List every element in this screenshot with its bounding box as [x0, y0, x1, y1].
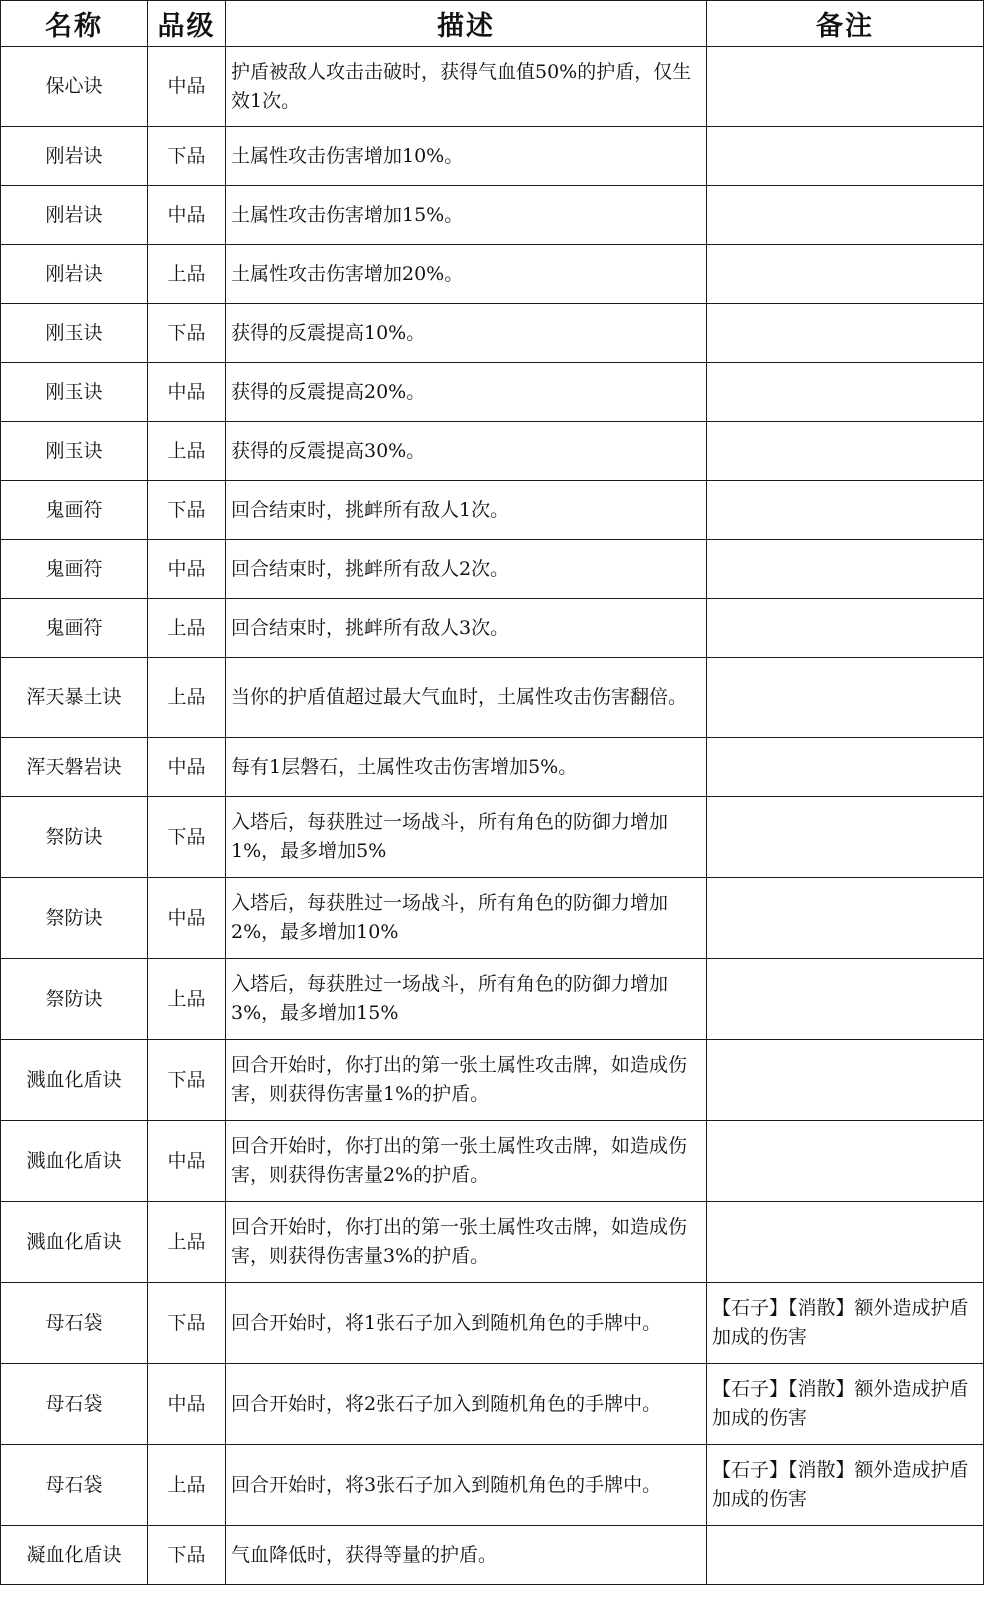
cell-note — [707, 1040, 984, 1121]
cell-name: 鬼画符 — [1, 599, 148, 658]
header-grade: 品级 — [148, 1, 226, 47]
cell-grade: 下品 — [148, 1040, 226, 1121]
table-row — [1, 363, 984, 422]
table-row — [1, 1526, 984, 1585]
cell-grade: 中品 — [148, 878, 226, 959]
cell-desc: 回合结束时，挑衅所有敌人1次。 — [226, 481, 707, 540]
header-row — [1, 1, 984, 47]
cell-note: 【石子】【消散】额外造成护盾加成的伤害 — [707, 1445, 984, 1526]
cell-desc: 入塔后，每获胜过一场战斗，所有角色的防御力增加1%，最多增加5% — [226, 797, 707, 878]
cell-name: 母石袋 — [1, 1283, 148, 1364]
cell-note — [707, 127, 984, 186]
cell-name: 鬼画符 — [1, 540, 148, 599]
cell-name: 溅血化盾诀 — [1, 1202, 148, 1283]
cell-desc: 获得的反震提高30%。 — [226, 422, 707, 481]
cell-note — [707, 599, 984, 658]
cell-desc: 当你的护盾值超过最大气血时，土属性攻击伤害翻倍。 — [226, 658, 707, 738]
cell-name: 凝血化盾诀 — [1, 1526, 148, 1585]
cell-grade: 上品 — [148, 422, 226, 481]
header-name: 名称 — [1, 1, 148, 47]
table-row — [1, 304, 984, 363]
table-row — [1, 1040, 984, 1121]
cell-desc: 入塔后，每获胜过一场战斗，所有角色的防御力增加3%，最多增加15% — [226, 959, 707, 1040]
cell-desc: 土属性攻击伤害增加10%。 — [226, 127, 707, 186]
cell-note — [707, 47, 984, 127]
table-row — [1, 186, 984, 245]
cell-desc: 回合开始时，你打出的第一张土属性攻击牌，如造成伤害，则获得伤害量3%的护盾。 — [226, 1202, 707, 1283]
cell-name: 溅血化盾诀 — [1, 1121, 148, 1202]
cell-desc: 回合开始时，你打出的第一张土属性攻击牌，如造成伤害，则获得伤害量1%的护盾。 — [226, 1040, 707, 1121]
cell-grade: 上品 — [148, 599, 226, 658]
table-row — [1, 127, 984, 186]
table-row — [1, 1283, 984, 1364]
cell-grade: 下品 — [148, 481, 226, 540]
table-row — [1, 1121, 984, 1202]
table-row — [1, 47, 984, 127]
cell-name: 刚岩诀 — [1, 127, 148, 186]
cell-grade: 上品 — [148, 245, 226, 304]
cell-name: 祭防诀 — [1, 797, 148, 878]
cell-note — [707, 481, 984, 540]
header-note: 备注 — [707, 1, 984, 47]
cell-note — [707, 422, 984, 481]
cell-desc: 土属性攻击伤害增加15%。 — [226, 186, 707, 245]
cell-name: 保心诀 — [1, 47, 148, 127]
cell-note: 【石子】【消散】额外造成护盾加成的伤害 — [707, 1283, 984, 1364]
cell-name: 刚玉诀 — [1, 304, 148, 363]
cell-grade: 上品 — [148, 1445, 226, 1526]
cell-grade: 上品 — [148, 959, 226, 1040]
table-row — [1, 658, 984, 738]
table-row — [1, 1364, 984, 1445]
cell-grade: 上品 — [148, 1202, 226, 1283]
table-row — [1, 959, 984, 1040]
cell-name: 祭防诀 — [1, 878, 148, 959]
cell-note — [707, 186, 984, 245]
cell-note — [707, 1202, 984, 1283]
cell-desc: 回合开始时，将2张石子加入到随机角色的手牌中。 — [226, 1364, 707, 1445]
cell-desc: 护盾被敌人攻击击破时，获得气血值50%的护盾，仅生效1次。 — [226, 47, 707, 127]
table-row — [1, 797, 984, 878]
table-row — [1, 422, 984, 481]
cell-desc: 每有1层磐石，土属性攻击伤害增加5%。 — [226, 738, 707, 797]
table-row — [1, 1445, 984, 1526]
cell-note — [707, 1526, 984, 1585]
cell-grade: 中品 — [148, 738, 226, 797]
table-row — [1, 738, 984, 797]
cell-name: 刚玉诀 — [1, 363, 148, 422]
cell-grade: 中品 — [148, 1364, 226, 1445]
cell-grade: 中品 — [148, 540, 226, 599]
cell-note — [707, 797, 984, 878]
table-row — [1, 540, 984, 599]
cell-note — [707, 540, 984, 599]
cell-note — [707, 1121, 984, 1202]
cell-grade: 下品 — [148, 1283, 226, 1364]
cell-desc: 土属性攻击伤害增加20%。 — [226, 245, 707, 304]
table-row — [1, 1202, 984, 1283]
cell-name: 浑天磐岩诀 — [1, 738, 148, 797]
cell-note — [707, 245, 984, 304]
cell-grade: 中品 — [148, 1121, 226, 1202]
cell-desc: 气血降低时，获得等量的护盾。 — [226, 1526, 707, 1585]
cell-name: 刚岩诀 — [1, 245, 148, 304]
cell-desc: 回合结束时，挑衅所有敌人2次。 — [226, 540, 707, 599]
cell-grade: 中品 — [148, 47, 226, 127]
cell-desc: 回合开始时，将1张石子加入到随机角色的手牌中。 — [226, 1283, 707, 1364]
cell-desc: 获得的反震提高10%。 — [226, 304, 707, 363]
cell-desc: 回合开始时，你打出的第一张土属性攻击牌，如造成伤害，则获得伤害量2%的护盾。 — [226, 1121, 707, 1202]
table-row — [1, 481, 984, 540]
cell-name: 鬼画符 — [1, 481, 148, 540]
cell-desc: 回合开始时，将3张石子加入到随机角色的手牌中。 — [226, 1445, 707, 1526]
cell-name: 母石袋 — [1, 1445, 148, 1526]
cell-grade: 下品 — [148, 1526, 226, 1585]
table-row — [1, 599, 984, 658]
cell-grade: 中品 — [148, 363, 226, 422]
cell-grade: 下品 — [148, 304, 226, 363]
cell-name: 浑天暴土诀 — [1, 658, 148, 738]
cell-note — [707, 658, 984, 738]
cell-note — [707, 363, 984, 422]
table-row — [1, 245, 984, 304]
cell-name: 刚玉诀 — [1, 422, 148, 481]
cell-note — [707, 878, 984, 959]
cell-grade: 下品 — [148, 797, 226, 878]
cell-desc: 回合结束时，挑衅所有敌人3次。 — [226, 599, 707, 658]
cell-grade: 上品 — [148, 658, 226, 738]
table-row — [1, 878, 984, 959]
cell-note — [707, 304, 984, 363]
cell-name: 祭防诀 — [1, 959, 148, 1040]
cell-desc: 入塔后，每获胜过一场战斗，所有角色的防御力增加2%，最多增加10% — [226, 878, 707, 959]
cell-name: 溅血化盾诀 — [1, 1040, 148, 1121]
header-desc: 描述 — [226, 1, 707, 47]
cell-desc: 获得的反震提高20%。 — [226, 363, 707, 422]
cell-note: 【石子】【消散】额外造成护盾加成的伤害 — [707, 1364, 984, 1445]
cell-note — [707, 959, 984, 1040]
cell-name: 母石袋 — [1, 1364, 148, 1445]
cell-note — [707, 738, 984, 797]
cell-grade: 中品 — [148, 186, 226, 245]
cell-grade: 下品 — [148, 127, 226, 186]
cell-name: 刚岩诀 — [1, 186, 148, 245]
